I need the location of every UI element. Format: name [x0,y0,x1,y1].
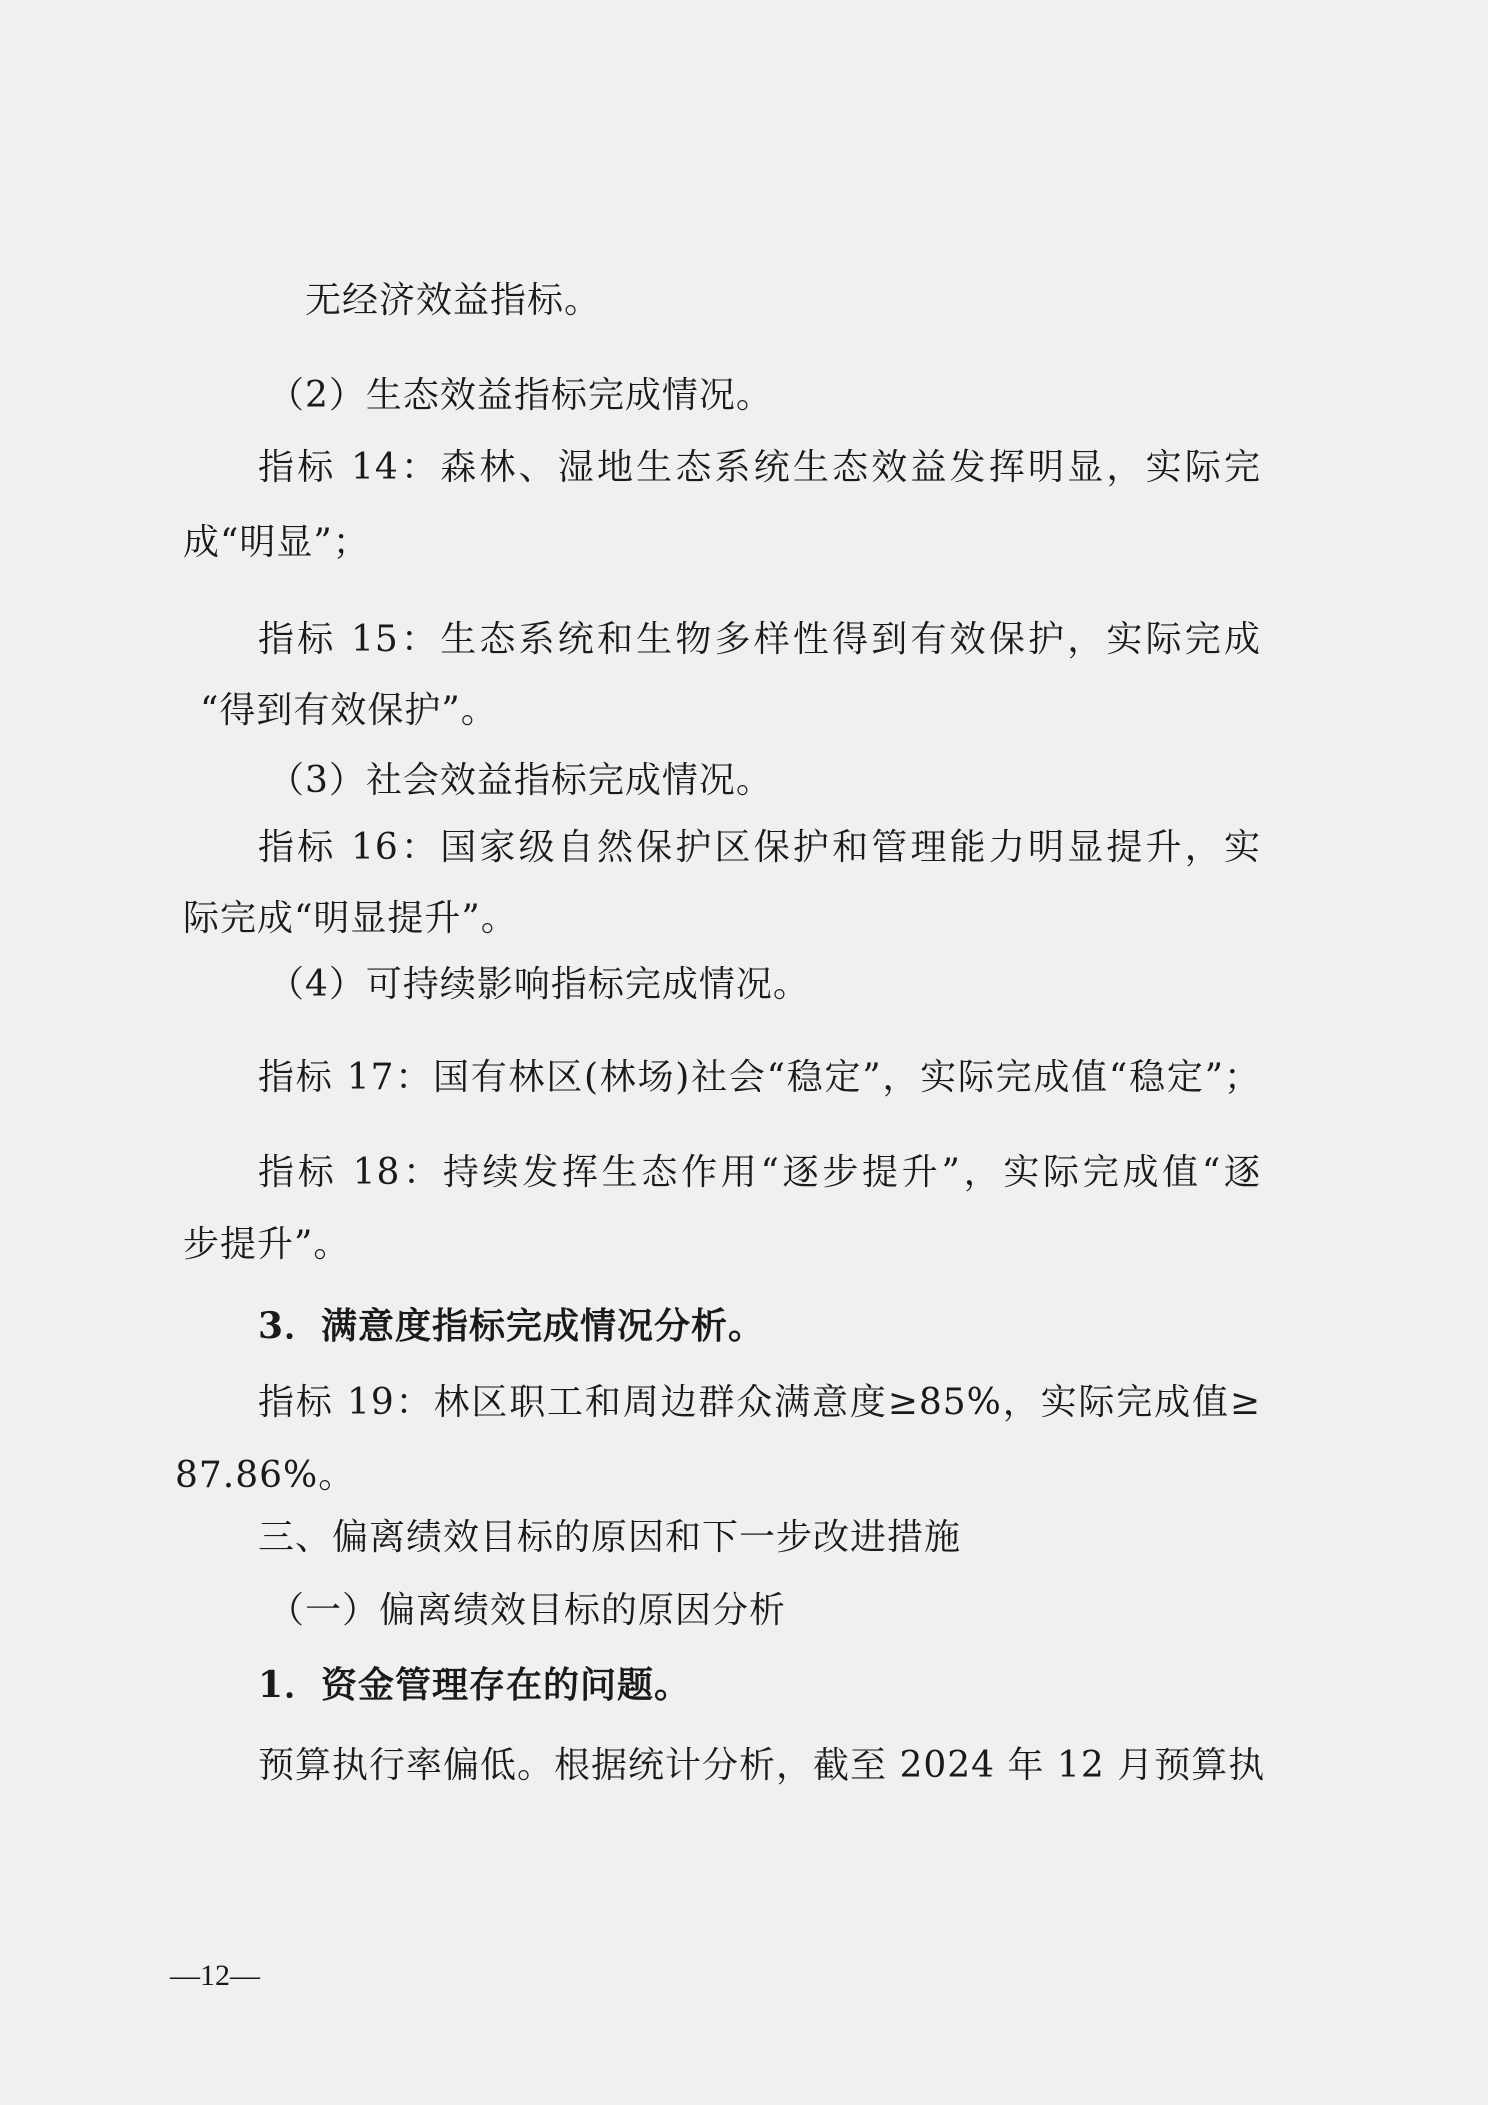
text-line-20: 预算执行率偏低。根据统计分析，截至 2024 年 12 月预算执 [258,1745,1266,1786]
text-line-7: （3）社会效益指标完成情况。 [268,760,773,801]
section-heading-satisfaction: 3．满意度指标完成情况分析。 [258,1305,766,1347]
text-line-8: 指标 16：国家级自然保护区保护和管理能力明显提升，实 [258,827,1261,868]
page-number: —12— [170,1959,260,1992]
text-line-1: 无经济效益指标。 [305,280,602,321]
text-line-4: 成“明显”； [183,522,370,563]
text-line-13: 步提升”。 [183,1224,351,1265]
text-line-10: （4）可持续影响指标完成情况。 [268,964,810,1005]
subsection-heading: （一）偏离绩效目标的原因分析 [268,1590,787,1631]
text-line-2: （2）生态效益指标完成情况。 [268,375,773,416]
chapter-heading: 三、偏离绩效目标的原因和下一步改进措施 [258,1517,962,1558]
text-line-16: 87.86%。 [175,1455,356,1496]
text-line-5: 指标 15：生态系统和生物多样性得到有效保护，实际完成 [258,619,1261,660]
text-line-11: 指标 17：国有林区(林场)社会“稳定”，实际完成值“稳定”； [258,1057,1261,1098]
text-line-9: 际完成“明显提升”。 [183,898,518,939]
text-line-15: 指标 19：林区职工和周边群众满意度≥85%，实际完成值≥ [258,1382,1261,1423]
section-heading-funds: 1．资金管理存在的问题。 [258,1664,692,1706]
text-line-3: 指标 14：森林、湿地生态系统生态效益发挥明显，实际完 [258,447,1261,488]
text-line-6: “得到有效保护”。 [200,690,498,731]
text-line-12: 指标 18：持续发挥生态作用“逐步提升”，实际完成值“逐 [258,1152,1261,1193]
